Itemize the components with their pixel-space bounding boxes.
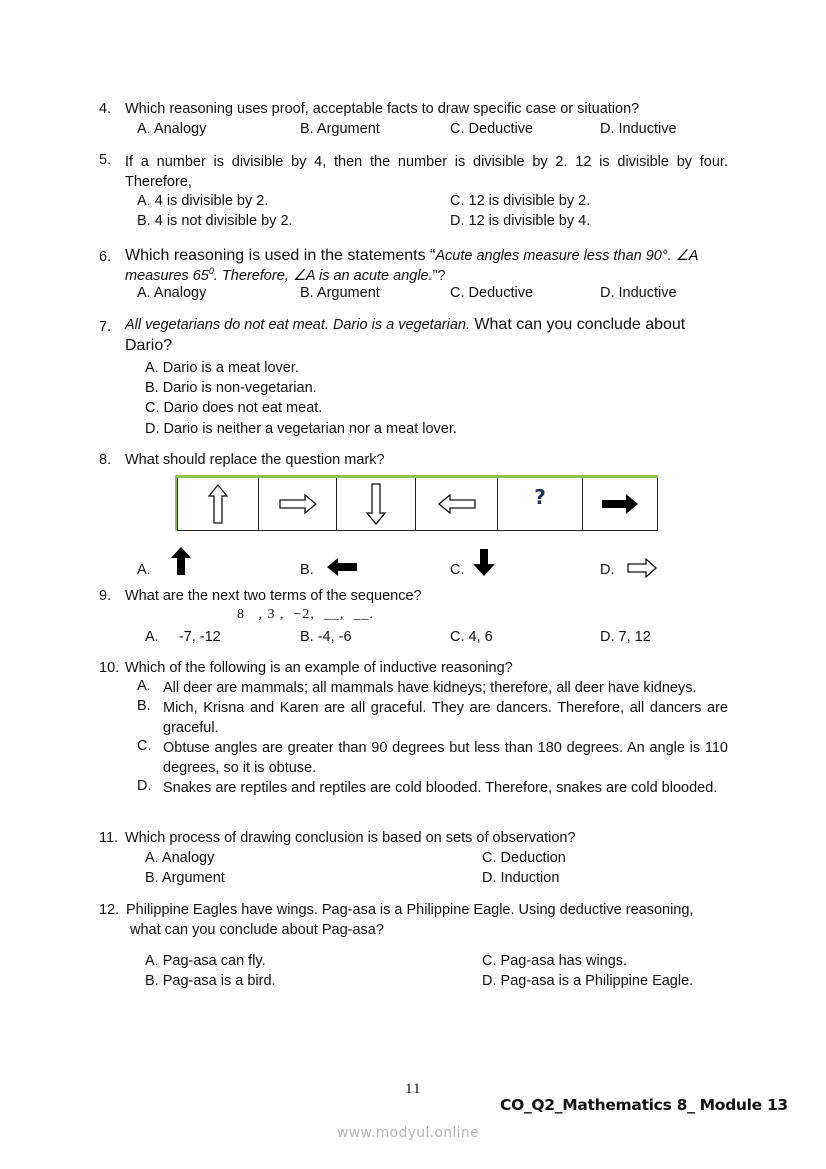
question-number: 10.	[99, 660, 120, 676]
right-outline-arrow-icon	[627, 558, 657, 578]
question-text-line-1: All vegetarians do not eat meat. Dario is a vegetarian. What can you conclude about	[125, 316, 686, 333]
question-text: Which process of drawing conclusion is based on sets of observation?	[125, 830, 576, 846]
down-outline-arrow-icon	[366, 483, 386, 525]
right-outline-arrow-icon	[279, 494, 317, 514]
option-a: A. -7, -12	[145, 629, 221, 645]
option-c: C.	[450, 562, 465, 578]
option-d: D. Induction	[482, 870, 560, 886]
option-c: C. 4, 6	[450, 629, 493, 645]
question-text: Which reasoning uses proof, acceptable facts to draw specific case or situation?	[125, 101, 640, 117]
option-b-text: Mich, Krisna and Karen are all graceful. They are dancers. Therefore, all dancers are graceful.	[163, 700, 728, 736]
option-c: C. 12 is divisible by 2.	[450, 193, 591, 209]
option-d: D. Pag-asa is a Philippine Eagle.	[482, 973, 694, 989]
option-a: A. Analogy	[145, 850, 215, 866]
option-b: B. Pag-asa is a bird.	[145, 973, 276, 989]
option-d: D.	[600, 562, 615, 578]
table-cell	[337, 478, 416, 531]
option-b: B. Argument	[300, 121, 380, 137]
question-text-line-2: what can you conclude about Pag-asa?	[130, 922, 384, 938]
option-b: B. Argument	[300, 285, 380, 301]
page-number: 11	[405, 1081, 422, 1097]
question-text-line-1: Which reasoning is used in the statements “Acute angles measure less than 90°. ∠A	[125, 247, 699, 264]
watermark-link[interactable]: www.modyul.online	[337, 1125, 479, 1141]
right-solid-arrow-icon	[601, 493, 639, 515]
question-number: 11.	[99, 830, 119, 846]
option-c: C. Deduction	[482, 850, 566, 866]
arrow-sequence-table	[175, 475, 658, 531]
question-number: 6.	[99, 249, 112, 265]
option-d: D. Inductive	[600, 285, 677, 301]
option-a: A. Analogy	[137, 285, 207, 301]
left-solid-arrow-icon	[327, 558, 357, 576]
option-c: C. Deductive	[450, 121, 534, 137]
table-cell	[259, 478, 337, 531]
question-text-line-1: Philippine Eagles have wings. Pag-asa is a Philippine Eagle. Using deductive reasoning,	[126, 902, 694, 918]
option-a: A. 4 is divisible by 2.	[137, 193, 269, 209]
question-number: 9.	[99, 588, 112, 604]
table-cell	[416, 478, 498, 531]
option-c-text: Obtuse angles are greater than 90 degrees but less than 180 degrees. An angle is 110 degrees, so it is obtuse.	[163, 740, 728, 776]
option-a: A. Analogy	[137, 121, 207, 137]
question-number: 4.	[99, 101, 112, 117]
option-c: C. Dario does not eat meat.	[145, 400, 323, 416]
number-sequence: 8 , 3 , −2, __, __.	[237, 607, 374, 622]
left-outline-arrow-icon	[438, 494, 476, 514]
option-d: D. Dario is neither a vegetarian nor a meat lover.	[145, 421, 457, 437]
up-outline-arrow-icon	[208, 484, 228, 524]
option-c-label: C.	[137, 738, 152, 754]
question-number: 5.	[99, 152, 112, 168]
option-d-text: Snakes are reptiles and reptiles are cold blooded. Therefore, snakes are cold blooded.	[163, 780, 718, 796]
option-b: B. 4 is not divisible by 2.	[137, 213, 293, 229]
option-d: D. 7, 12	[600, 629, 651, 645]
option-b: B. Dario is non-vegetarian.	[145, 380, 317, 396]
question-text: What should replace the question mark?	[125, 452, 385, 468]
question-number: 12.	[99, 902, 120, 918]
option-b: B. -4, -6	[300, 629, 352, 645]
option-b: B.	[300, 562, 314, 578]
down-solid-arrow-icon	[473, 549, 495, 576]
question-mark: ?	[534, 485, 546, 509]
question-text: If a number is divisible by 4, then the number is divisible by 2. 12 is divisible by four. Therefore,	[125, 154, 728, 190]
option-a: A. Pag-asa can fly.	[145, 953, 266, 969]
option-b: B. Argument	[145, 870, 225, 886]
option-b-label: B.	[137, 698, 151, 714]
option-d-label: D.	[137, 778, 152, 794]
option-a-label: A.	[137, 678, 151, 694]
question-text-line-2: Dario?	[125, 337, 173, 354]
question-text-line-2: measures $65^0$. Therefore, ∠A is an acute angle.”?	[125, 266, 446, 284]
option-d: D. 12 is divisible by 4.	[450, 213, 591, 229]
option-a: A.	[137, 562, 151, 578]
option-a: A. Dario is a meat lover.	[145, 360, 299, 376]
option-c: C. Pag-asa has wings.	[482, 953, 628, 969]
option-a-text: All deer are mammals; all mammals have kidneys; therefore, all deer have kidneys.	[163, 680, 697, 696]
question-text: Which of the following is an example of inductive reasoning?	[125, 660, 513, 676]
table-cell-unknown	[498, 478, 583, 531]
table-cell	[583, 478, 658, 531]
question-number: 8.	[99, 452, 112, 468]
option-c: C. Deductive	[450, 285, 534, 301]
table-cell	[177, 478, 259, 531]
option-d: D. Inductive	[600, 121, 677, 137]
up-solid-arrow-icon	[171, 547, 191, 575]
question-number: 7.	[99, 319, 112, 335]
question-text: What are the next two terms of the sequence?	[125, 588, 422, 604]
module-title: CO_Q2_Mathematics 8_ Module 13	[500, 1096, 788, 1114]
